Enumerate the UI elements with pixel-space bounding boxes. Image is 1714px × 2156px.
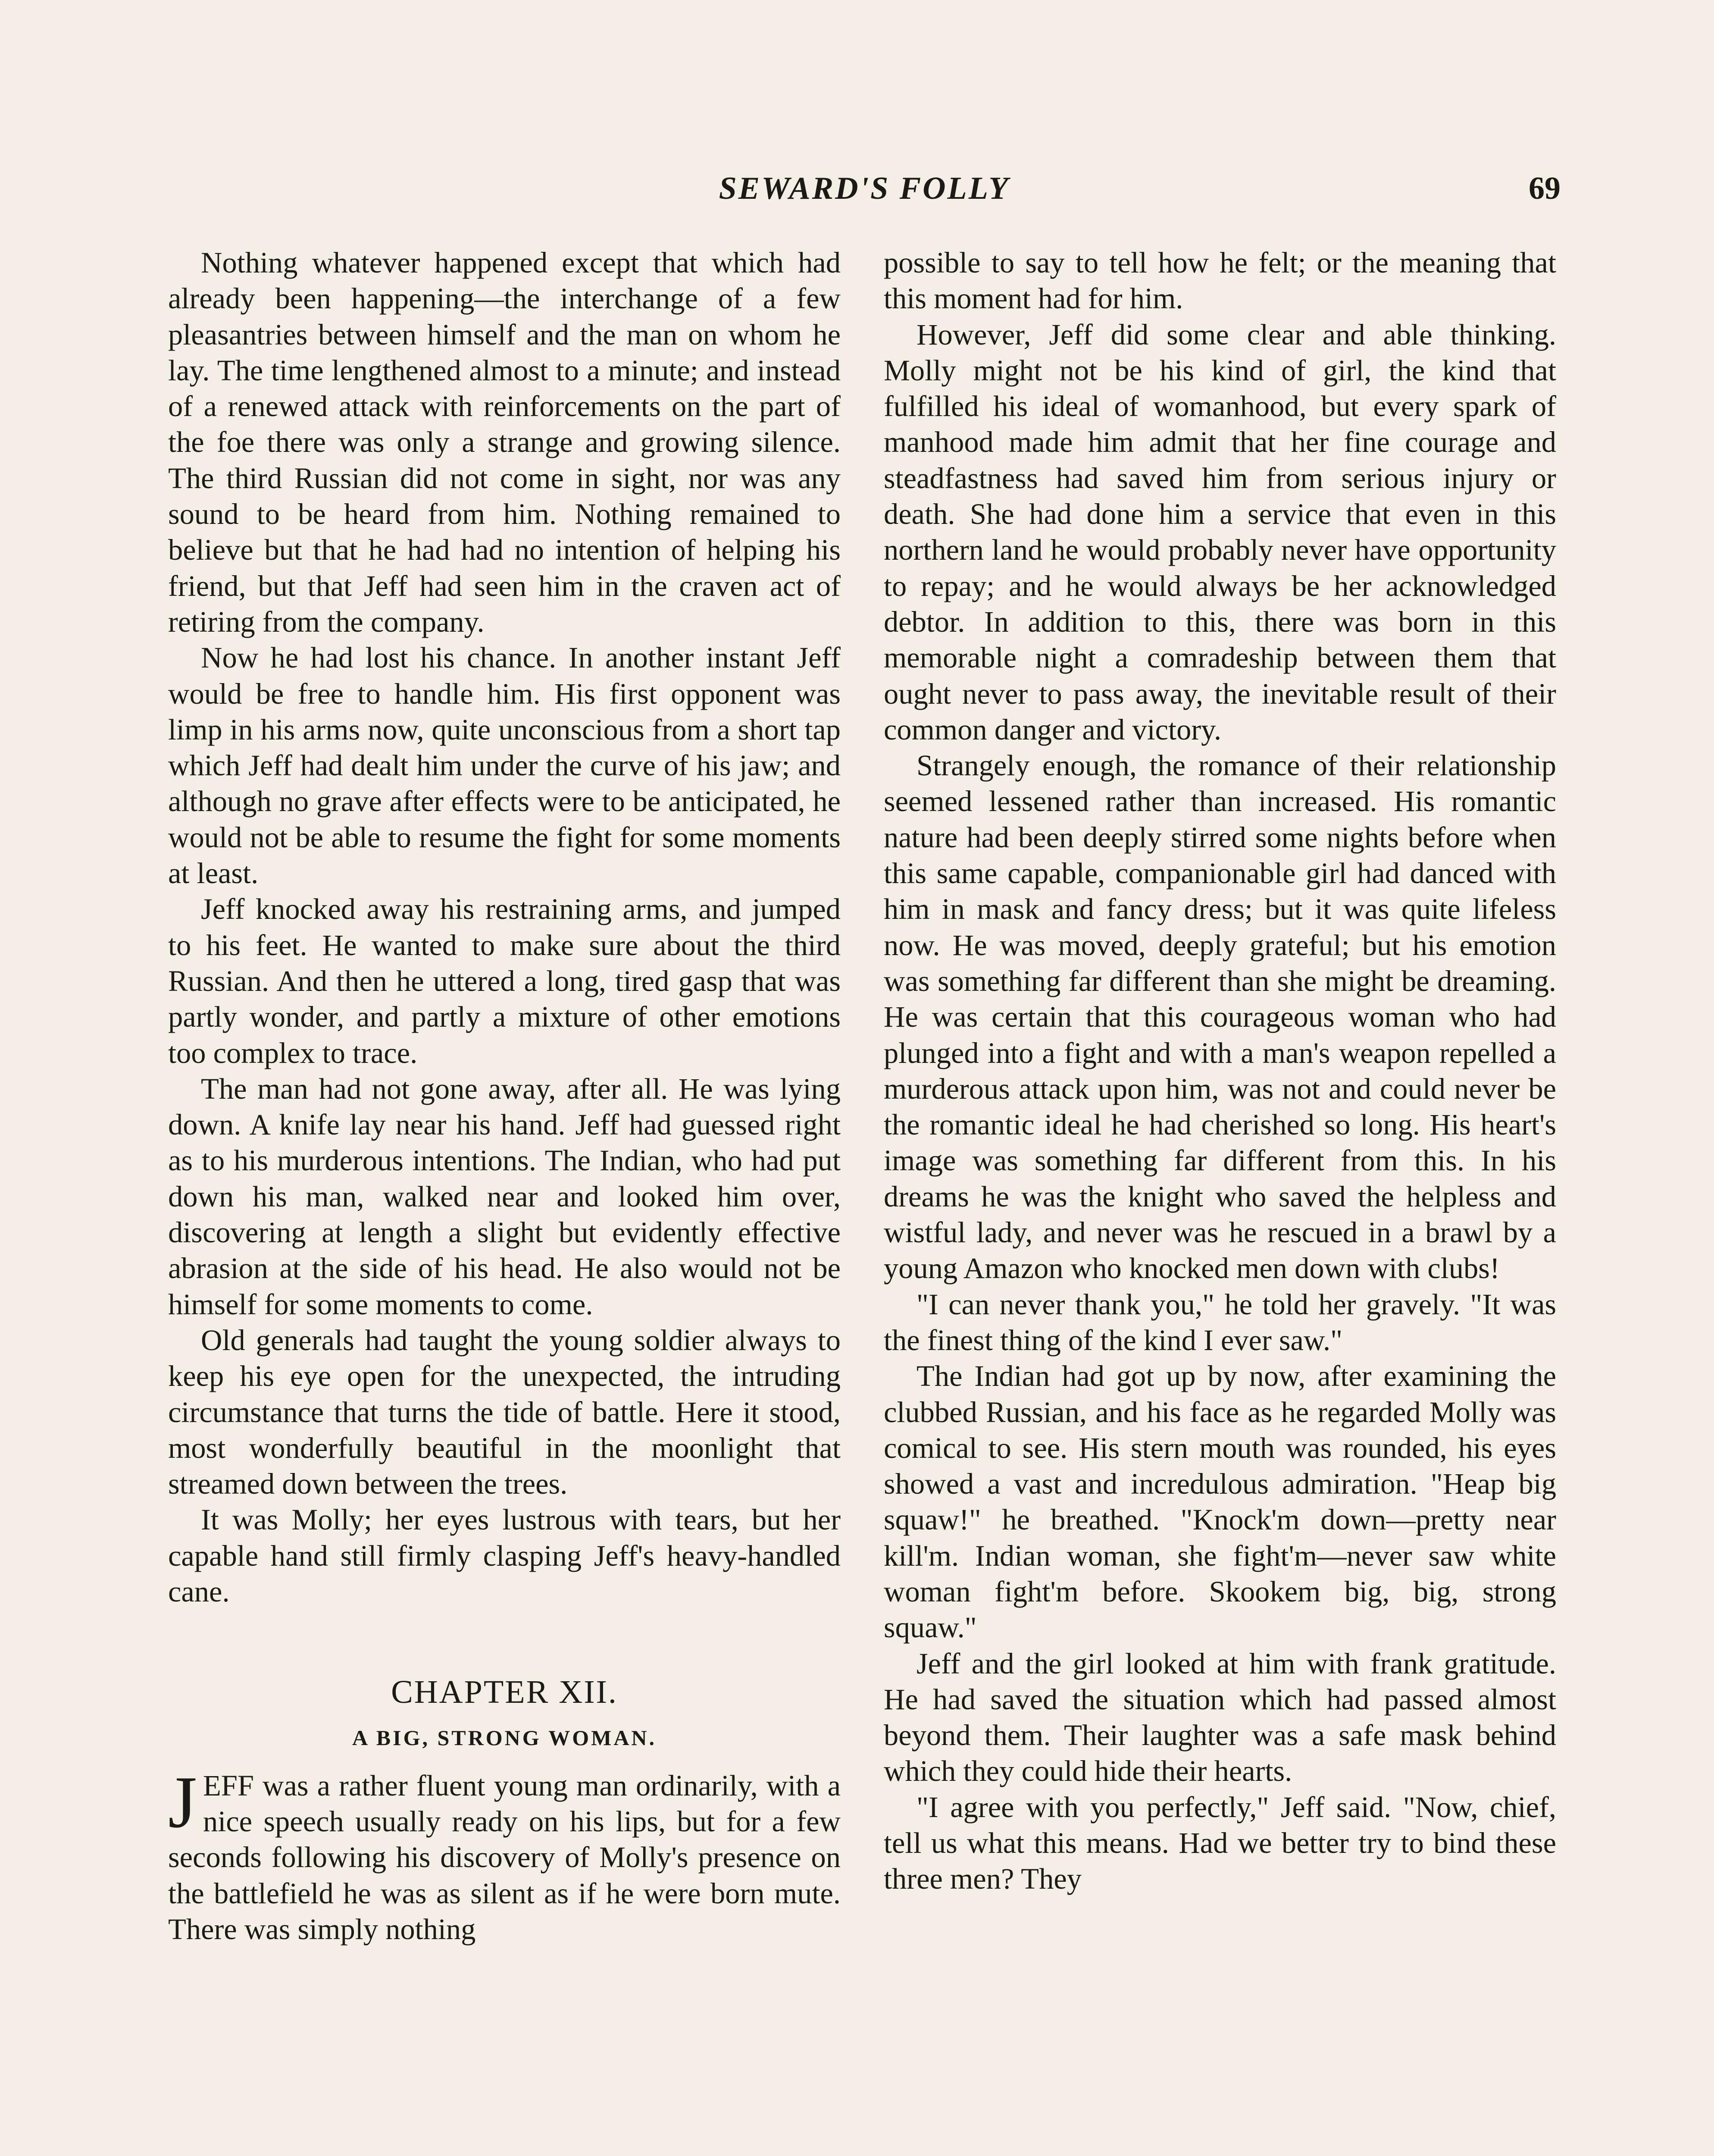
paragraph: "I can never thank you," he told her gravely. "It was the finest thing of the kind I ever saw.": [884, 1288, 1556, 1357]
paragraph: The man had not gone away, after all. He was lying down. A knife lay near his hand. Jeff had guessed right as to his murderous intentions. The Indian, who had put down his man, walked near and looked him over, discovering at length a slight but evidently effective abrasion at the side of his head. He also would not be himself for some moments to come.: [168, 1072, 841, 1321]
left-column: [168, 245, 841, 1947]
paragraph: Old generals had taught the young soldier always to keep his eye open for the unexpected, the intruding circumstance that turns the tide of battle. Here it stood, most wonderfully beautiful in the moonlight that streamed down between the trees.: [168, 1323, 841, 1501]
chapter-heading: CHAPTER XII.: [391, 1674, 618, 1711]
continued-paragraph: possible to say to tell how he felt; or the meaning that this moment had for him.: [884, 246, 1556, 315]
paragraph: Strangely enough, the romance of their relationship seemed lessened rather than increased. His romantic nature had been deeply stirred some nights before when this same capable, companionable girl had danced with him in mask and fancy dress; but it was quite lifeless now. He was moved, deeply grateful; but his emotion was something far different than she might be dreaming. He was certain that this courageous woman who had plunged into a fight and with a man's weapon repelled a murderous attack upon him, was not and could never be the romantic ideal he had cherished so long. His heart's image was something far different from this. In his dreams he was the knight who saved the helpless and wistful lady, and never was he rescued in a brawl by a young Amazon who knocked men down with clubs!: [884, 749, 1556, 1285]
chapter-opening-paragraph: [168, 1761, 841, 1947]
paragraph: The Indian had got up by now, after examining the clubbed Russian, and his face as he regarded Molly was comical to see. His stern mouth was rounded, his eyes showed a vast and incredulous admiration. "Heap big squaw!" he breathed. "Knock'm down—pretty near kill'm. Indian woman, she fight'm—never saw white woman fight'm before. Skookem big, big, strong squaw.": [884, 1360, 1556, 1644]
page-header: [168, 170, 1561, 218]
paragraph: Nothing whatever happened except that which had already been happening—the interchange of a few pleasantries between himself and the man on whom he lay. The time lengthened almost to a minute; and instead of a renewed attack with reinforcements on the part of the foe there was only a strange and growing silence. The third Russian did not come in sight, nor was any sound to be heard from him. Nothing remained to believe but that he had had no intention of helping his friend, but that Jeff had seen him in the craven act of retiring from the company.: [168, 246, 841, 638]
paragraph: It was Molly; her eyes lustrous with tears, but her capable hand still firmly clasping Jeff's heavy-handled cane.: [168, 1503, 841, 1608]
paragraph: "I agree with you perfectly," Jeff said. "Now, chief, tell us what this means. Had we better try to bind these three men? They: [884, 1790, 1556, 1896]
paragraph: Jeff knocked away his restraining arms, and jumped to his feet. He wanted to make sure about the third Russian. And then he uttered a long, tired gasp that was partly wonder, and partly a mixture of other emotions too complex to trace.: [168, 893, 841, 1069]
right-column: [884, 245, 1556, 1897]
page-number: 69: [1529, 171, 1561, 206]
chapter-subtitle: A BIG, STRONG WOMAN.: [352, 1725, 657, 1750]
chapter-opening-text: EFF was a rather fluent young man ordinarily, with a nice speech usually ready on his lips, but for a few seconds following his discovery of Molly's presence on the battlefield he was as silent as if he were born mute. There was simply nothing: [168, 1769, 841, 1946]
running-title: SEWARD'S FOLLY: [719, 171, 1010, 206]
paragraph: However, Jeff did some clear and able thinking. Molly might not be his kind of girl, the kind that fulfilled his ideal of womanhood, but every spark of manhood made him admit that her fine courage and steadfastness had saved him from serious injury or death. She had done him a service that even in this northern land he would probably never have opportunity to repay; and he would always be her acknowledged debtor. In addition to this, there was born in this memorable night a comradeship between them that ought never to pass away, the inevitable result of their common danger and victory.: [884, 318, 1556, 746]
drop-cap: J: [168, 1761, 197, 1843]
paragraph: Jeff and the girl looked at him with frank gratitude. He had saved the situation which had passed almost beyond them. Their laughter was a safe mask behind which they could hide their hearts.: [884, 1647, 1556, 1788]
paragraph: Now he had lost his chance. In another instant Jeff would be free to handle him. His first opponent was limp in his arms now, quite unconscious from a short tap which Jeff had dealt him under the curve of his jaw; and although no grave after effects were to be anticipated, he would not be able to resume the fight for some moments at least.: [168, 641, 841, 890]
